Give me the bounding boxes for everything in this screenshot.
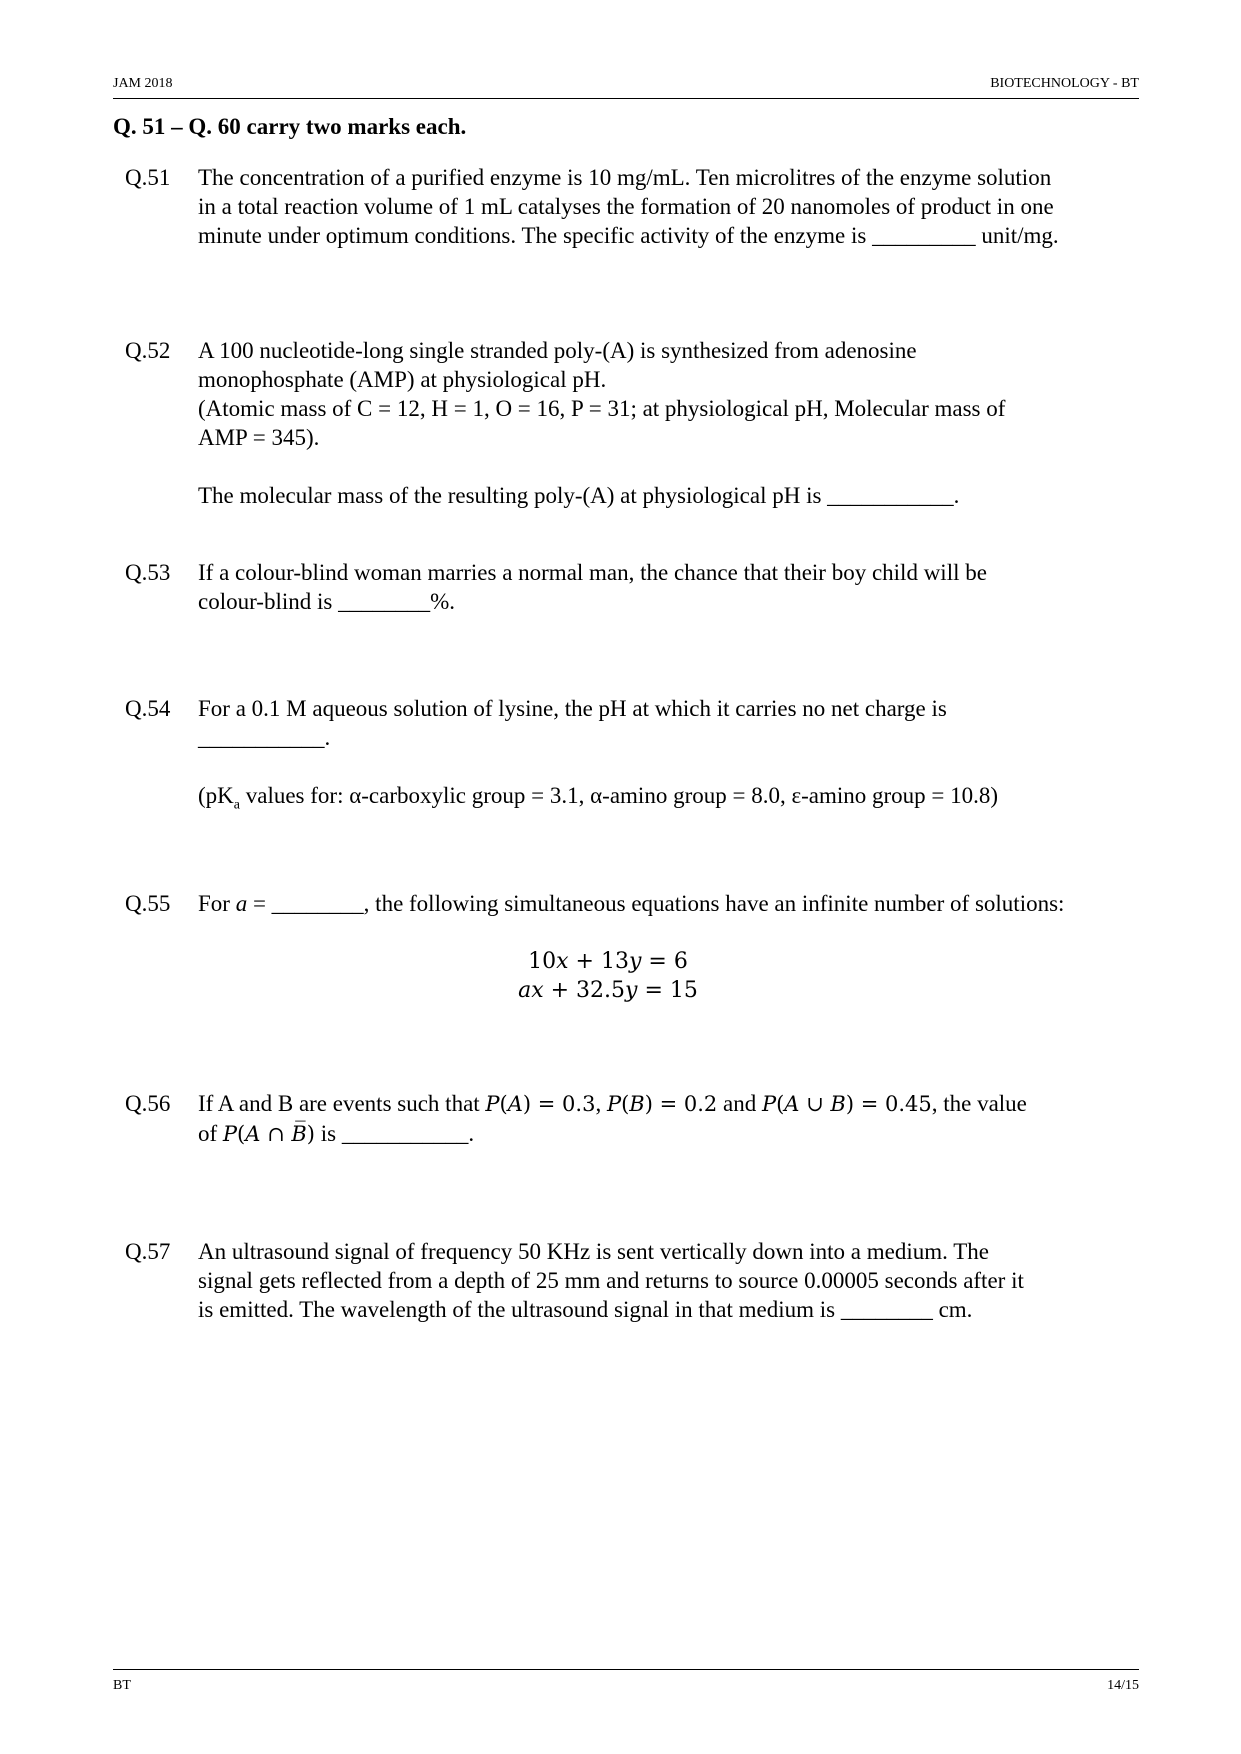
question-text bbox=[198, 1237, 1155, 1324]
question-number: Q.56 bbox=[125, 1091, 171, 1116]
question-text bbox=[198, 889, 1155, 1005]
header-subject: BIOTECHNOLOGY - BT bbox=[990, 76, 1139, 91]
question-54 bbox=[125, 694, 1155, 820]
header-exam: JAM 2018 bbox=[113, 76, 173, 91]
question-52 bbox=[125, 336, 1155, 510]
question-text bbox=[198, 558, 1155, 616]
question-53 bbox=[125, 558, 1155, 616]
question-number: Q.55 bbox=[125, 891, 171, 916]
question-line: ___________. bbox=[198, 725, 331, 750]
question-number: Q.54 bbox=[125, 696, 171, 721]
question-line: For a = ________, the following simultaneous equations have an infinite number of solutions: bbox=[198, 891, 1065, 916]
question-line: in a total reaction volume of 1 mL catalyses the formation of 20 nanomoles of product in one bbox=[198, 194, 1054, 219]
page-footer bbox=[113, 1669, 1139, 1694]
equation-2: 𝑎𝑥 + 32.5𝑦 = 15 bbox=[518, 978, 698, 1003]
question-55 bbox=[125, 889, 1155, 1005]
question-line: An ultrasound signal of frequency 50 KHz is sent vertically down into a medium. The bbox=[198, 1239, 989, 1264]
pka-values: ($pK_a$ values for: α-carboxylic group = 3.1, α-amino group = 8.0, ε-amino group = 10.8) bbox=[198, 783, 999, 813]
page-number: 14/15 bbox=[1107, 1678, 1139, 1693]
question-line: signal gets reflected from a depth of 25 mm and returns to source 0.00005 seconds after it bbox=[198, 1268, 1024, 1293]
question-line: (Atomic mass of C = 12, H = 1, O = 16, P = 31; at physiological pH, Molecular mass of bbox=[198, 396, 1006, 421]
question-56 bbox=[125, 1089, 1155, 1149]
question-line: of 𝑃(𝐴 ∩ 𝐵̅) is ___________. bbox=[198, 1121, 475, 1146]
question-text bbox=[198, 163, 1155, 250]
question-line: The molecular mass of the resulting poly-(A) at physiological pH is ___________. bbox=[198, 483, 960, 508]
equation-1: 10𝑥 + 13𝑦 = 6 bbox=[528, 949, 688, 974]
question-line: The concentration of a purified enzyme is 10 mg/mL. Ten microlitres of the enzyme solution bbox=[198, 165, 1052, 190]
question-51 bbox=[125, 163, 1155, 250]
question-number: Q.57 bbox=[125, 1239, 171, 1264]
question-line: minute under optimum conditions. The specific activity of the enzyme is _________ unit/mg. bbox=[198, 223, 1059, 248]
question-line: A 100 nucleotide-long single stranded poly-(A) is synthesized from adenosine bbox=[198, 338, 917, 363]
question-number: Q.53 bbox=[125, 560, 171, 585]
section-title: Q. 51 – Q. 60 carry two marks each. bbox=[113, 114, 467, 139]
question-57 bbox=[125, 1237, 1155, 1324]
question-text bbox=[198, 694, 1155, 820]
question-number: Q.52 bbox=[125, 338, 171, 363]
page-header bbox=[113, 76, 1139, 99]
question-line: If A and B are events such that 𝑃(𝐴) = 0.3, 𝑃(𝐵) = 0.2 and 𝑃(𝐴 ∪ 𝐵) = 0.45, the value bbox=[198, 1091, 1027, 1116]
question-line: is emitted. The wavelength of the ultrasound signal in that medium is ________ cm. bbox=[198, 1297, 973, 1322]
question-number: Q.51 bbox=[125, 165, 171, 190]
question-line: For a 0.1 M aqueous solution of lysine, the pH at which it carries no net charge is bbox=[198, 696, 947, 721]
question-line: colour-blind is ________%. bbox=[198, 589, 455, 614]
question-line: If a colour-blind woman marries a normal man, the chance that their boy child will be bbox=[198, 560, 987, 585]
footer-code: BT bbox=[113, 1678, 131, 1693]
question-line: AMP = 345). bbox=[198, 425, 320, 450]
question-text bbox=[198, 336, 1155, 510]
question-line: monophosphate (AMP) at physiological pH. bbox=[198, 367, 607, 392]
question-text bbox=[198, 1089, 1155, 1149]
